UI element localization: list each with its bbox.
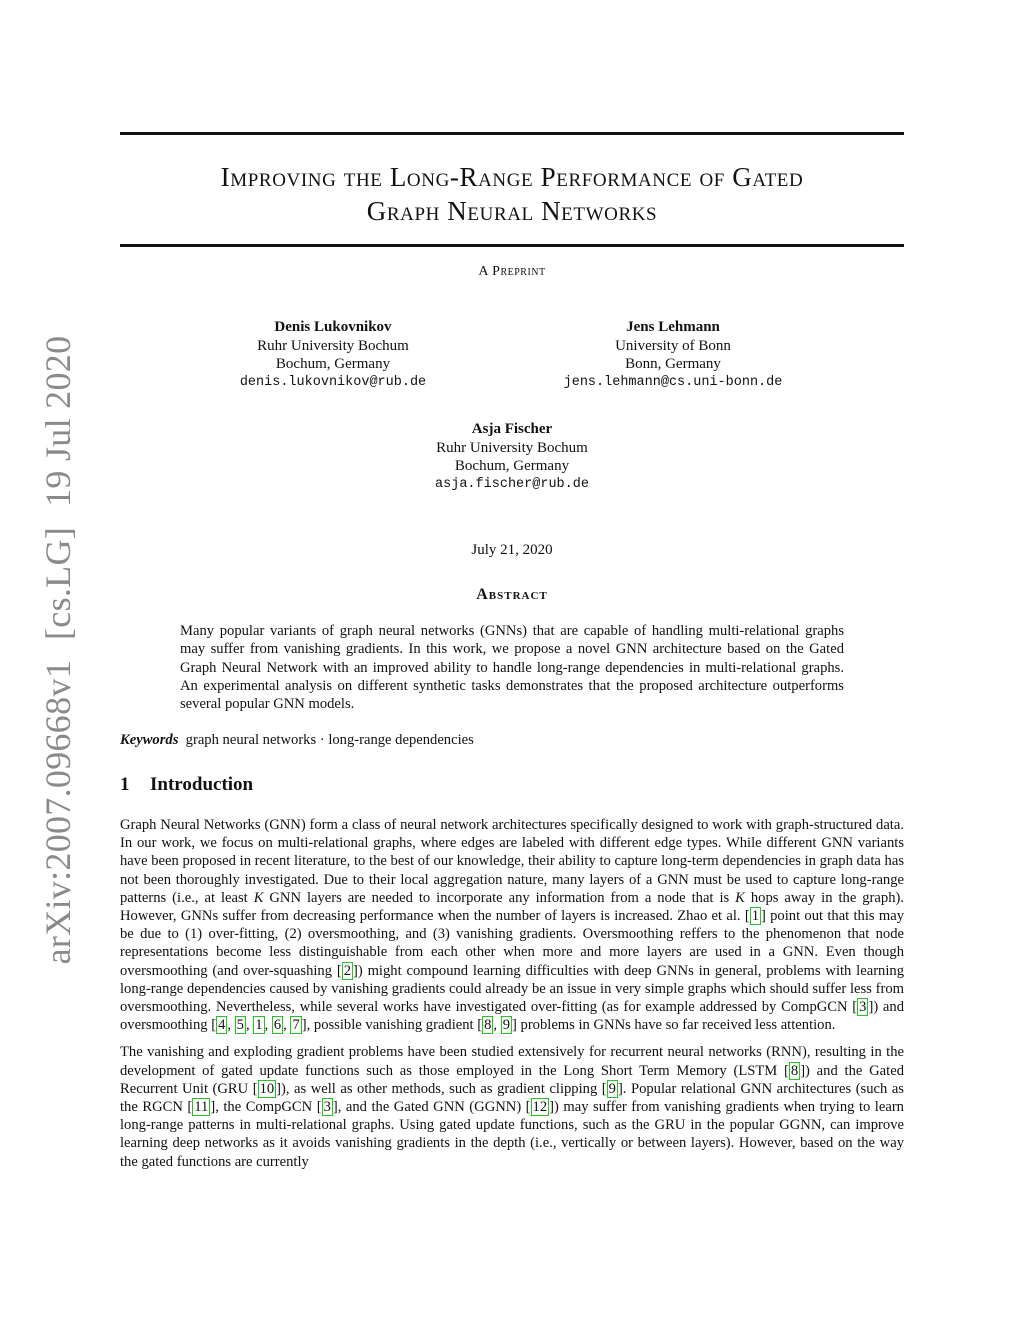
arxiv-id: arXiv:2007.09668v1 bbox=[38, 660, 78, 965]
author-location: Bochum, Germany bbox=[275, 356, 391, 372]
citation-link[interactable]: 3 bbox=[859, 999, 867, 1016]
body-text bbox=[120, 816, 904, 1180]
author-location: Bonn, Germany bbox=[625, 356, 721, 372]
citation-link[interactable]: 9 bbox=[608, 1080, 616, 1097]
author-email[interactable]: jens.lehmann@cs.uni-bonn.de bbox=[563, 374, 783, 390]
title-top-rule bbox=[120, 132, 904, 135]
section-heading bbox=[120, 774, 253, 796]
author-affiliation: University of Bonn bbox=[615, 337, 731, 354]
author-block-3 bbox=[362, 420, 662, 494]
intro-paragraph-2: The vanishing and exploding gradient problems have been studied extensively for recurrent neural networks (RNN), resulting in the development of gated update functions such as those employed in the Long Short Term Memory (LSTM [ 8 ]) and the Gated Recurrent Unit (GRU [ 10 ]), as well as other methods, such as gradient clipping [ 9 ]. Popular relational GNN architectures (such as the RGCN [ 11 ], the CompGCN [ 3 ], and the Gated GNN (GGNN) [ 12 ]) may suffer from vanishing gradients when trying to learn long-range patterns in multi-relational graphs. Using gated update functions, such as the GRU in the popular GGNN, can improve learning deep networks as it avoids vanishing gradients in the depth (i.e., vertically or between layers). However, based on the way the gated functions are currently bbox=[120, 1044, 904, 1170]
author-location: Bochum, Germany bbox=[454, 458, 570, 474]
citation-link[interactable]: 6 bbox=[273, 1017, 282, 1034]
keywords-line bbox=[120, 731, 474, 749]
citation-link[interactable]: 4 bbox=[218, 1017, 226, 1034]
author-email[interactable]: denis.lukovnikov@rub.de bbox=[239, 374, 427, 390]
author-block-2 bbox=[523, 318, 823, 392]
intro-paragraph-1: Graph Neural Networks (GNN) form a class of neural network architectures specifically designed to work with graph-structured data. In our work, we focus on multi-relational graphs, where edges are labeled with different edge types. While different GNN variants have been proposed in recent literature, to the best of our knowledge, their ability to capture long-term dependencies in graph data has not been thoroughly investigated. Due to their local aggregation nature, many layers of a GNN must be used to capture long-range patterns (i.e., at least K GNN layers are needed to incorporate any information from a node that is K hops away in the graph). However, GNNs suffer from decreasing performance when the number of layers is increased. Zhao et al. [ 1 ] point out that this may be due to (1) over-fitting, (2) oversmoothing, and (3) vanishing gradients. Oversmoothing reffers to the phenomenon that node representations become less distinguishable from each other when more and more layers are used in a GNN. Even though oversmoothing (and over-squashing [ 2 ]) might compound learning difficulties with deep GNNs in general, problems with learning long-range dependencies caused by vanishing gradients could already be an issue in very simple graphs which should suffer less from oversmoothing. Nevertheless, while several works have investigated over-fitting (as for example addressed by CompGCN [ 3 ]) and oversmoothing [ 4 , 5 , 1 , 6 , 7 ], possible vanishing gradient [ 8 , 9 ] problems in GNNs have so far received less attention. bbox=[120, 817, 904, 1034]
section-title: Introduction bbox=[150, 774, 254, 795]
author-block-1 bbox=[183, 318, 483, 392]
author-name: Jens Lehmann bbox=[626, 319, 720, 335]
citation-link[interactable]: 5 bbox=[236, 1017, 244, 1034]
arxiv-date: 19 Jul 2020 bbox=[38, 335, 78, 507]
citation-link[interactable]: 9 bbox=[502, 1017, 511, 1034]
paper-title bbox=[120, 160, 904, 228]
arxiv-category: [cs.LG] bbox=[38, 526, 78, 640]
citation-link[interactable]: 8 bbox=[790, 1062, 799, 1079]
author-email[interactable]: asja.fischer@rub.de bbox=[435, 476, 589, 492]
author-name: Denis Lukovnikov bbox=[274, 319, 392, 335]
keywords-text: graph neural networks · long-range dependencies bbox=[185, 732, 474, 748]
abstract-text: Many popular variants of graph neural networks (GNNs) that are capable of handling multi-relational graphs may suffer from vanishing gradients. In this work, we propose a novel GNN architecture based on the Gated Graph Neural Network with an improved ability to handle long-range dependencies in multi-relational graphs. An experimental analysis on different synthetic tasks demonstrates that the proposed architecture outperforms several popular GNN models. bbox=[180, 623, 844, 713]
section-number: 1 bbox=[120, 774, 130, 795]
author-name: Asja Fischer bbox=[471, 421, 553, 437]
citation-link[interactable]: 2 bbox=[343, 962, 352, 979]
citation-link[interactable]: 10 bbox=[259, 1080, 275, 1097]
author-affiliation: Ruhr University Bochum bbox=[257, 337, 409, 354]
citation-link[interactable]: 8 bbox=[484, 1017, 492, 1034]
citation-link[interactable]: 12 bbox=[532, 1099, 548, 1116]
title-line-1: Improving the Long-Range Performance of Gated bbox=[220, 162, 804, 192]
citation-link[interactable]: 1 bbox=[751, 908, 759, 925]
citation-link[interactable]: 1 bbox=[255, 1017, 263, 1034]
title-line-2: Graph Neural Networks bbox=[366, 196, 658, 226]
preprint-label: A Preprint bbox=[478, 264, 546, 279]
arxiv-sidebar-stamp bbox=[37, 336, 79, 965]
citation-link[interactable]: 7 bbox=[292, 1017, 300, 1034]
abstract-heading: Abstract bbox=[476, 586, 548, 603]
paper-date: July 21, 2020 bbox=[471, 542, 553, 558]
citation-link[interactable]: 11 bbox=[194, 1099, 209, 1116]
citation-link[interactable]: 3 bbox=[323, 1099, 331, 1116]
author-affiliation: Ruhr University Bochum bbox=[436, 439, 588, 456]
keywords-label: Keywords bbox=[120, 732, 179, 748]
title-bottom-rule bbox=[120, 244, 904, 247]
